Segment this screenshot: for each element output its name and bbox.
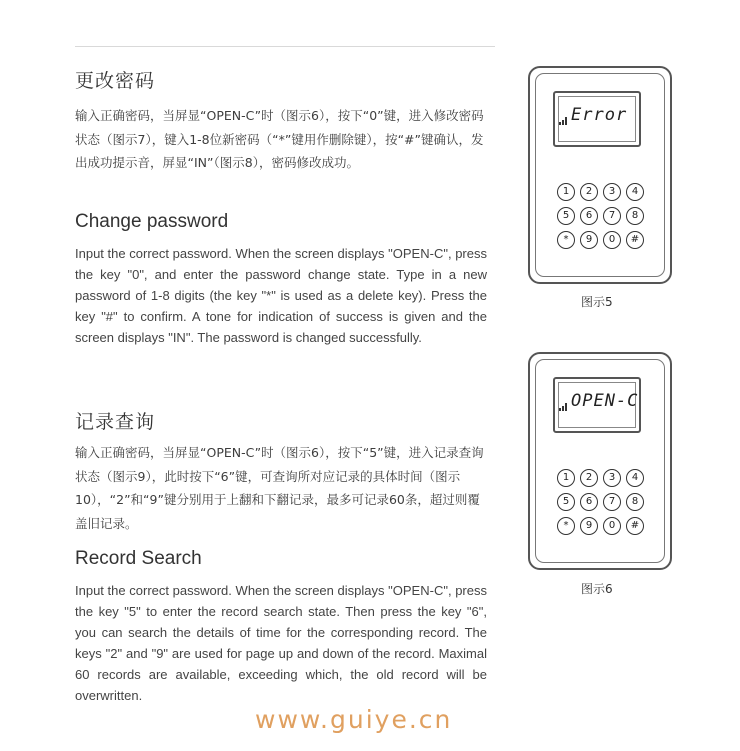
keypad-key: 4 [626, 183, 644, 201]
signal-icon [559, 117, 568, 125]
keypad-key: 8 [626, 493, 644, 511]
keypad-key: 0 [603, 517, 621, 535]
keypad-key: 9 [580, 231, 598, 249]
keypad-key: 4 [626, 469, 644, 487]
keypad-key: 1 [557, 469, 575, 487]
keypad-key: 7 [603, 493, 621, 511]
signal-icon [559, 403, 568, 411]
lcd-display-text: Error [571, 105, 628, 125]
keypad-key: 8 [626, 207, 644, 225]
keypad-key: 3 [603, 183, 621, 201]
paragraph-record-search-cn: 输入正确密码，当屏显“OPEN-C”时（图示6），按下“5”键，进入记录查询状态（图示9），此时按下“6”键，可查询所对应记录的具体时间（图示10），“2”和“9”键分别用于上翻和下翻记录，最多可记录60条，超过则覆盖旧记录。 [75, 445, 484, 531]
keypad-key: 0 [603, 231, 621, 249]
top-divider [75, 46, 495, 47]
keypad-device-figure-6 [528, 352, 672, 570]
keypad-key: 7 [603, 207, 621, 225]
paragraph-change-password-en: Input the correct password. When the screen displays "OPEN-C", press the key "0", and enter the password change state. Type in a new password of 1-8 digits (the key "*" is used as a delete key). Press the key "#" to confirm. A tone for indication of success is given and the screen displays "IN". The password is changed successfully. [75, 246, 487, 345]
keypad-key: 1 [557, 183, 575, 201]
keypad-key: 5 [557, 207, 575, 225]
paragraph-record-search-en: Input the correct password. When the screen displays "OPEN-C", press the key "5" to enter the record search state. Then press the key "6", you can search the details of time for the corresponding record. The keys "2" and "9" are used for page up and down of the record. Maximal 60 records are available, exceeding which, the old record will be overwritten. [75, 583, 487, 703]
keypad-key: * [557, 231, 575, 249]
paragraph-change-password-cn: 输入正确密码，当屏显“OPEN-C”时（图示6），按下“0”键，进入修改密码状态（图示7），键入1-8位新密码（“*”键用作删除键），按“#”键确认，发出成功提示音，屏显“IN”（图示8），密码修改成功。 [75, 108, 484, 170]
keypad-key: 9 [580, 517, 598, 535]
keypad-device-figure-5 [528, 66, 672, 284]
keypad-key: # [626, 231, 644, 249]
keypad-key: 6 [580, 207, 598, 225]
lcd-screen [553, 377, 641, 433]
keypad-key: 2 [580, 469, 598, 487]
keypad-key: 6 [580, 493, 598, 511]
heading-record-search-en: Record Search [75, 548, 202, 569]
keypad-key: 3 [603, 469, 621, 487]
figure-caption: 图示6 [581, 582, 613, 596]
lcd-display-text: OPEN-C [571, 391, 639, 411]
heading-record-search-cn: 记录查询 [75, 411, 156, 433]
keypad-key: # [626, 517, 644, 535]
keypad-key: 5 [557, 493, 575, 511]
heading-change-password-en: Change password [75, 211, 229, 232]
figure-caption: 图示5 [581, 295, 613, 309]
keypad-key: 2 [580, 183, 598, 201]
heading-change-password-cn: 更改密码 [75, 70, 156, 92]
watermark: www.guiye.cn [255, 705, 453, 734]
lcd-screen [553, 91, 641, 147]
keypad-key: * [557, 517, 575, 535]
